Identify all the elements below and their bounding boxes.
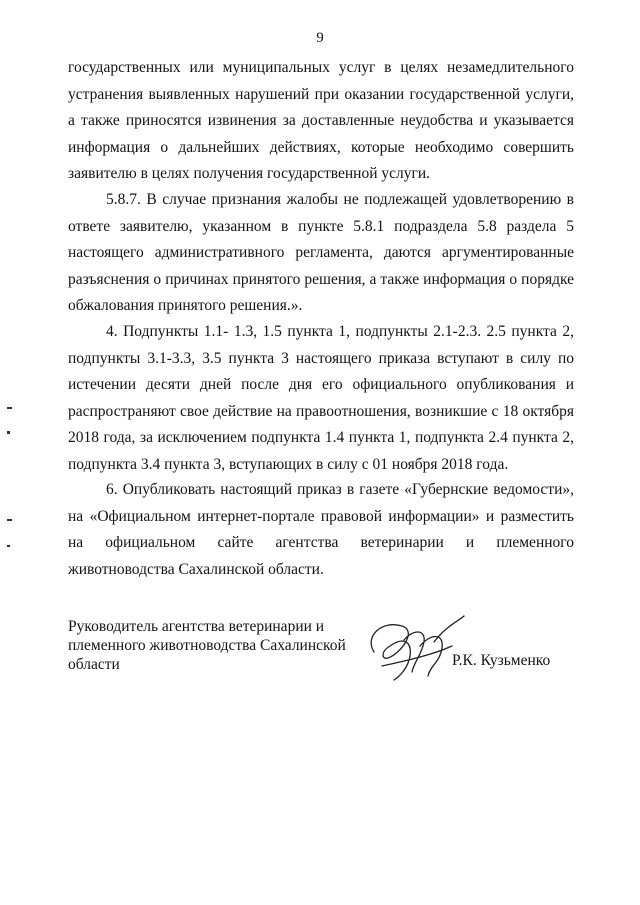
signatory-name: Р.К. Кузьменко	[452, 652, 551, 669]
page-number: 9	[316, 30, 324, 46]
paragraph-item-6: 6. Опубликовать настоящий приказ в газете «Губернские ведомости», на «Официальном интернет-портале правовой информации» и разместить на официальном сайте агентства ветеринарии и племенного животноводства Сахалинской области.	[68, 481, 574, 578]
margin-scan-mark	[7, 545, 10, 547]
signatory-position-title: Руководитель агентства ветеринарии и племенного животноводства Сахалинской области	[68, 618, 346, 673]
paragraph-continuation: государственных или муниципальных услуг в целях незамедлительного устранения выявленных нарушений при оказании государственной услуги, а также приносятся извинения за доставленные неудобства и указывается информация о дальнейших действиях, которые необходимо совершить заявителю в целях получения государственной услуги.	[68, 59, 574, 182]
paragraph-5-8-7: 5.8.7. В случае признания жалобы не подлежащей удовлетворению в ответе заявителю, указанном в пункте 5.8.1 подраздела 5.8 раздела 5 настоящего административного регламента, даются аргументированные разъяснения о причинах принятого решения, а также информация о порядке обжалования принятого решения.».	[68, 191, 574, 314]
margin-scan-mark	[7, 407, 12, 409]
margin-scan-mark	[7, 431, 10, 434]
margin-scan-mark	[7, 519, 12, 521]
paragraph-item-4: 4. Подпункты 1.1- 1.3, 1.5 пункта 1, подпункты 2.1-2.3. 2.5 пункта 2, подпункты 3.1-3.3, 3.5 пункта 3 настоящего приказа вступают в силу по истечении десяти дней после дня его официального опубликования и распространяют свое действие на правоотношения, возникшие с 18 октября 2018 года, за исключением подпункта 1.4 пункта 1, подпункта 2.4 пункта 2, подпункта 3.4 пункта 3, вступающих в силу с 01 ноября 2018 года.	[68, 323, 574, 473]
handwritten-signature	[360, 606, 470, 686]
